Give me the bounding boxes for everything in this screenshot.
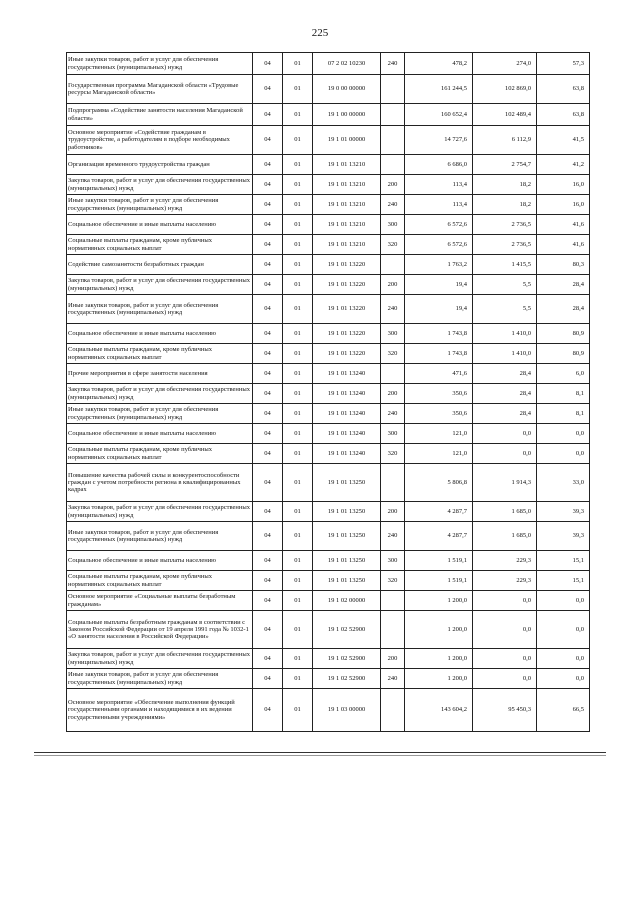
row-section: 04 — [253, 384, 283, 404]
row-target-code: 19 1 01 13240 — [313, 444, 381, 464]
row-planned: 1 200,0 — [405, 669, 473, 689]
row-subsection: 01 — [283, 75, 313, 104]
row-executed: 102 869,0 — [473, 75, 537, 104]
table-row — [67, 464, 590, 502]
page-number: 225 — [311, 27, 329, 39]
row-executed: 5,5 — [473, 295, 537, 324]
row-name: Социальные выплаты безработным гражданам в соответствии с Законом Российской Федерации от 19 апреля 1991 года № 1032-1 «О занятости населения в Российской Федерации» — [67, 611, 253, 649]
row-executed: 229,3 — [473, 571, 537, 591]
row-planned: 113,4 — [405, 175, 473, 195]
row-planned: 1 519,1 — [405, 551, 473, 571]
row-name: Иные закупки товаров, работ и услуг для обеспечения государственных (муниципальных) нужд — [67, 404, 253, 424]
row-percent: 41,5 — [537, 126, 590, 155]
row-percent: 41,2 — [537, 155, 590, 175]
row-name: Прочие мероприятия в сфере занятости населения — [67, 364, 253, 384]
row-subsection: 01 — [283, 571, 313, 591]
row-target-code: 19 1 01 13220 — [313, 255, 381, 275]
row-target-code: 19 1 01 13250 — [313, 551, 381, 571]
table-row — [67, 404, 590, 424]
row-planned: 478,2 — [405, 53, 473, 75]
table-row — [67, 344, 590, 364]
table-row — [67, 235, 590, 255]
row-expense-type: 320 — [381, 444, 405, 464]
table-row — [67, 104, 590, 126]
row-target-code: 19 1 01 13250 — [313, 522, 381, 551]
row-target-code: 19 1 01 13240 — [313, 384, 381, 404]
row-target-code: 19 1 02 52900 — [313, 611, 381, 649]
row-section: 04 — [253, 255, 283, 275]
row-expense-type: 240 — [381, 404, 405, 424]
table-row — [67, 551, 590, 571]
row-percent: 8,1 — [537, 384, 590, 404]
row-section: 04 — [253, 571, 283, 591]
table-row — [67, 195, 590, 215]
row-subsection: 01 — [283, 255, 313, 275]
row-section: 04 — [253, 669, 283, 689]
row-planned: 160 652,4 — [405, 104, 473, 126]
row-expense-type: 200 — [381, 175, 405, 195]
row-executed: 18,2 — [473, 175, 537, 195]
row-percent: 80,9 — [537, 324, 590, 344]
row-section: 04 — [253, 364, 283, 384]
row-planned: 121,0 — [405, 424, 473, 444]
row-expense-type — [381, 591, 405, 611]
budget-table — [66, 52, 590, 732]
table-row — [67, 611, 590, 649]
row-subsection: 01 — [283, 155, 313, 175]
row-name: Повышение качества рабочей силы и конкурентоспособности граждан с учетом потребности региона в квалифицированных кадрах — [67, 464, 253, 502]
table-row — [67, 75, 590, 104]
row-percent: 0,0 — [537, 444, 590, 464]
row-section: 04 — [253, 215, 283, 235]
row-target-code: 19 1 02 00000 — [313, 591, 381, 611]
table-row — [67, 649, 590, 669]
row-section: 04 — [253, 611, 283, 649]
row-subsection: 01 — [283, 195, 313, 215]
row-name: Иные закупки товаров, работ и услуг для обеспечения государственных (муниципальных) нужд — [67, 295, 253, 324]
row-name: Иные закупки товаров, работ и услуг для обеспечения государственных (муниципальных) нужд — [67, 53, 253, 75]
row-percent: 0,0 — [537, 591, 590, 611]
row-planned: 6 572,6 — [405, 215, 473, 235]
row-planned: 1 763,2 — [405, 255, 473, 275]
row-planned: 1 200,0 — [405, 611, 473, 649]
row-subsection: 01 — [283, 344, 313, 364]
row-expense-type — [381, 126, 405, 155]
row-target-code: 19 1 01 13210 — [313, 175, 381, 195]
table-row — [67, 669, 590, 689]
row-section: 04 — [253, 235, 283, 255]
row-target-code: 19 1 01 13240 — [313, 404, 381, 424]
row-name: Социальное обеспечение и иные выплаты населению — [67, 215, 253, 235]
row-name: Иные закупки товаров, работ и услуг для обеспечения государственных (муниципальных) нужд — [67, 522, 253, 551]
row-name: Социальные выплаты гражданам, кроме публичных нормативных социальных выплат — [67, 571, 253, 591]
row-executed: 28,4 — [473, 364, 537, 384]
row-target-code: 19 0 00 00000 — [313, 75, 381, 104]
row-name: Социальное обеспечение и иные выплаты населению — [67, 551, 253, 571]
row-planned: 1 200,0 — [405, 591, 473, 611]
row-planned: 113,4 — [405, 195, 473, 215]
row-expense-type — [381, 689, 405, 732]
row-section: 04 — [253, 344, 283, 364]
row-section: 04 — [253, 155, 283, 175]
table-row — [67, 295, 590, 324]
row-section: 04 — [253, 424, 283, 444]
table-row — [67, 155, 590, 175]
row-target-code: 19 1 01 13240 — [313, 424, 381, 444]
row-planned: 6 572,6 — [405, 235, 473, 255]
row-target-code: 19 1 01 13220 — [313, 344, 381, 364]
footer-rule — [34, 752, 606, 753]
row-expense-type: 200 — [381, 649, 405, 669]
row-subsection: 01 — [283, 126, 313, 155]
row-target-code: 19 1 01 13220 — [313, 295, 381, 324]
row-percent: 66,5 — [537, 689, 590, 732]
table-row — [67, 175, 590, 195]
row-expense-type: 320 — [381, 235, 405, 255]
row-percent: 28,4 — [537, 275, 590, 295]
row-percent: 39,3 — [537, 522, 590, 551]
row-target-code: 19 1 02 52900 — [313, 669, 381, 689]
row-expense-type: 240 — [381, 53, 405, 75]
row-section: 04 — [253, 75, 283, 104]
row-section: 04 — [253, 324, 283, 344]
row-subsection: 01 — [283, 424, 313, 444]
row-name: Социальные выплаты гражданам, кроме публичных нормативных социальных выплат — [67, 235, 253, 255]
table-row — [67, 522, 590, 551]
row-executed: 1 410,0 — [473, 324, 537, 344]
row-executed: 1 410,0 — [473, 344, 537, 364]
row-executed: 5,5 — [473, 275, 537, 295]
row-percent: 57,3 — [537, 53, 590, 75]
row-expense-type — [381, 155, 405, 175]
row-target-code: 19 1 01 13250 — [313, 464, 381, 502]
row-planned: 6 686,0 — [405, 155, 473, 175]
row-planned: 19,4 — [405, 295, 473, 324]
row-section: 04 — [253, 295, 283, 324]
row-planned: 4 287,7 — [405, 502, 473, 522]
row-target-code: 19 1 01 00000 — [313, 126, 381, 155]
row-percent: 0,0 — [537, 649, 590, 669]
row-name: Социальные выплаты гражданам, кроме публичных нормативных социальных выплат — [67, 444, 253, 464]
row-expense-type: 300 — [381, 551, 405, 571]
table-row — [67, 502, 590, 522]
row-subsection: 01 — [283, 404, 313, 424]
row-name: Организация временного трудоустройства граждан — [67, 155, 253, 175]
row-executed: 0,0 — [473, 611, 537, 649]
row-executed: 6 112,9 — [473, 126, 537, 155]
row-executed: 1 685,0 — [473, 502, 537, 522]
row-executed: 274,0 — [473, 53, 537, 75]
table-row — [67, 255, 590, 275]
footer-rule-thin — [34, 755, 606, 756]
row-expense-type: 240 — [381, 295, 405, 324]
row-percent: 41,6 — [537, 235, 590, 255]
row-subsection: 01 — [283, 689, 313, 732]
row-planned: 161 244,5 — [405, 75, 473, 104]
row-expense-type: 200 — [381, 502, 405, 522]
row-executed: 1 685,0 — [473, 522, 537, 551]
row-percent: 41,6 — [537, 215, 590, 235]
row-executed: 95 450,3 — [473, 689, 537, 732]
row-executed: 28,4 — [473, 384, 537, 404]
row-target-code: 19 1 01 13250 — [313, 502, 381, 522]
table-row — [67, 53, 590, 75]
row-name: Основное мероприятие «Содействие гражданам в трудоустройстве, а работодателям в подборе необходимых работников» — [67, 126, 253, 155]
row-target-code: 19 1 01 13210 — [313, 235, 381, 255]
row-subsection: 01 — [283, 551, 313, 571]
table-row — [67, 424, 590, 444]
row-executed: 18,2 — [473, 195, 537, 215]
table-row — [67, 275, 590, 295]
row-expense-type — [381, 75, 405, 104]
row-target-code: 19 1 00 00000 — [313, 104, 381, 126]
row-name: Закупка товаров, работ и услуг для обеспечения государственных (муниципальных) нужд — [67, 502, 253, 522]
row-name: Основное мероприятие «Социальные выплаты безработным гражданам» — [67, 591, 253, 611]
table-row — [67, 571, 590, 591]
table-body — [67, 53, 590, 732]
row-expense-type: 300 — [381, 324, 405, 344]
row-name: Иные закупки товаров, работ и услуг для обеспечения государственных (муниципальных) нужд — [67, 195, 253, 215]
row-planned: 350,6 — [405, 384, 473, 404]
table-row — [67, 215, 590, 235]
row-planned: 143 604,2 — [405, 689, 473, 732]
row-percent: 16,0 — [537, 175, 590, 195]
row-percent: 80,9 — [537, 344, 590, 364]
row-percent: 16,0 — [537, 195, 590, 215]
row-percent: 0,0 — [537, 669, 590, 689]
row-subsection: 01 — [283, 522, 313, 551]
row-subsection: 01 — [283, 669, 313, 689]
row-subsection: 01 — [283, 611, 313, 649]
row-planned: 1 743,8 — [405, 324, 473, 344]
row-section: 04 — [253, 404, 283, 424]
row-executed: 0,0 — [473, 424, 537, 444]
row-subsection: 01 — [283, 324, 313, 344]
row-section: 04 — [253, 502, 283, 522]
row-executed: 0,0 — [473, 649, 537, 669]
row-expense-type — [381, 255, 405, 275]
row-name: Закупка товаров, работ и услуг для обеспечения государственных (муниципальных) нужд — [67, 275, 253, 295]
row-planned: 471,6 — [405, 364, 473, 384]
row-expense-type: 300 — [381, 215, 405, 235]
row-name: Социальные выплаты гражданам, кроме публичных нормативных социальных выплат — [67, 344, 253, 364]
row-name: Основное мероприятие «Обеспечение выполнения функций государственными органами и находящимися в их ведении государственными учреждениями» — [67, 689, 253, 732]
row-planned: 121,0 — [405, 444, 473, 464]
row-percent: 0,0 — [537, 611, 590, 649]
row-subsection: 01 — [283, 591, 313, 611]
row-expense-type — [381, 364, 405, 384]
row-subsection: 01 — [283, 175, 313, 195]
row-subsection: 01 — [283, 464, 313, 502]
row-section: 04 — [253, 104, 283, 126]
row-section: 04 — [253, 464, 283, 502]
row-name: Закупка товаров, работ и услуг для обеспечения государственных (муниципальных) нужд — [67, 649, 253, 669]
row-target-code: 19 1 03 00000 — [313, 689, 381, 732]
row-percent: 8,1 — [537, 404, 590, 424]
row-percent: 80,3 — [537, 255, 590, 275]
row-executed: 0,0 — [473, 591, 537, 611]
row-name: Содействие самозанятости безработных граждан — [67, 255, 253, 275]
row-executed: 2 736,5 — [473, 215, 537, 235]
row-section: 04 — [253, 444, 283, 464]
row-subsection: 01 — [283, 649, 313, 669]
row-expense-type: 320 — [381, 344, 405, 364]
row-target-code: 19 1 01 13220 — [313, 324, 381, 344]
row-name: Социальное обеспечение и иные выплаты населению — [67, 424, 253, 444]
row-expense-type: 240 — [381, 669, 405, 689]
row-section: 04 — [253, 551, 283, 571]
row-name: Социальное обеспечение и иные выплаты населению — [67, 324, 253, 344]
row-planned: 1 200,0 — [405, 649, 473, 669]
row-section: 04 — [253, 591, 283, 611]
row-executed: 0,0 — [473, 444, 537, 464]
row-executed: 102 489,4 — [473, 104, 537, 126]
row-executed: 28,4 — [473, 404, 537, 424]
row-expense-type: 200 — [381, 384, 405, 404]
row-subsection: 01 — [283, 53, 313, 75]
row-executed: 0,0 — [473, 669, 537, 689]
row-percent: 63,8 — [537, 75, 590, 104]
row-target-code: 19 1 01 13240 — [313, 364, 381, 384]
row-percent: 39,3 — [537, 502, 590, 522]
row-subsection: 01 — [283, 275, 313, 295]
row-executed: 2 736,5 — [473, 235, 537, 255]
row-name: Государственная программа Магаданской области «Трудовые ресурсы Магаданской области» — [67, 75, 253, 104]
row-subsection: 01 — [283, 295, 313, 324]
table-row — [67, 364, 590, 384]
row-target-code: 19 1 01 13210 — [313, 215, 381, 235]
row-percent: 15,1 — [537, 551, 590, 571]
row-subsection: 01 — [283, 444, 313, 464]
row-executed: 229,3 — [473, 551, 537, 571]
row-section: 04 — [253, 275, 283, 295]
row-subsection: 01 — [283, 364, 313, 384]
row-executed: 2 754,7 — [473, 155, 537, 175]
row-expense-type — [381, 104, 405, 126]
row-expense-type: 200 — [381, 275, 405, 295]
row-target-code: 19 1 02 52900 — [313, 649, 381, 669]
row-target-code: 19 1 01 13210 — [313, 195, 381, 215]
row-name: Закупка товаров, работ и услуг для обеспечения государственных (муниципальных) нужд — [67, 384, 253, 404]
row-section: 04 — [253, 53, 283, 75]
row-percent: 15,1 — [537, 571, 590, 591]
row-target-code: 19 1 01 13250 — [313, 571, 381, 591]
row-target-code: 07 2 02 10230 — [313, 53, 381, 75]
row-expense-type: 320 — [381, 571, 405, 591]
row-expense-type: 240 — [381, 195, 405, 215]
row-section: 04 — [253, 175, 283, 195]
row-name: Подпрограмма «Содействие занятости населения Магаданской области» — [67, 104, 253, 126]
row-expense-type: 300 — [381, 424, 405, 444]
row-subsection: 01 — [283, 104, 313, 126]
row-percent: 0,0 — [537, 424, 590, 444]
row-target-code: 19 1 01 13220 — [313, 275, 381, 295]
row-section: 04 — [253, 649, 283, 669]
row-section: 04 — [253, 689, 283, 732]
row-expense-type — [381, 464, 405, 502]
row-subsection: 01 — [283, 502, 313, 522]
row-name: Закупка товаров, работ и услуг для обеспечения государственных (муниципальных) нужд — [67, 175, 253, 195]
row-name: Иные закупки товаров, работ и услуг для обеспечения государственных (муниципальных) нужд — [67, 669, 253, 689]
table-row — [67, 591, 590, 611]
table-row — [67, 126, 590, 155]
table-row — [67, 444, 590, 464]
row-section: 04 — [253, 522, 283, 551]
row-executed: 1 415,5 — [473, 255, 537, 275]
row-planned: 4 287,7 — [405, 522, 473, 551]
row-section: 04 — [253, 126, 283, 155]
row-planned: 1 743,8 — [405, 344, 473, 364]
row-planned: 350,6 — [405, 404, 473, 424]
row-planned: 14 727,6 — [405, 126, 473, 155]
table-row — [67, 324, 590, 344]
row-expense-type — [381, 611, 405, 649]
row-percent: 6,0 — [537, 364, 590, 384]
table-row — [67, 384, 590, 404]
row-planned: 5 806,8 — [405, 464, 473, 502]
row-subsection: 01 — [283, 215, 313, 235]
row-subsection: 01 — [283, 235, 313, 255]
row-planned: 1 519,1 — [405, 571, 473, 591]
row-executed: 1 914,3 — [473, 464, 537, 502]
row-section: 04 — [253, 195, 283, 215]
table-row — [67, 689, 590, 732]
row-target-code: 19 1 01 13210 — [313, 155, 381, 175]
row-subsection: 01 — [283, 384, 313, 404]
row-percent: 33,0 — [537, 464, 590, 502]
row-percent: 28,4 — [537, 295, 590, 324]
row-percent: 63,8 — [537, 104, 590, 126]
row-planned: 19,4 — [405, 275, 473, 295]
row-expense-type: 240 — [381, 522, 405, 551]
